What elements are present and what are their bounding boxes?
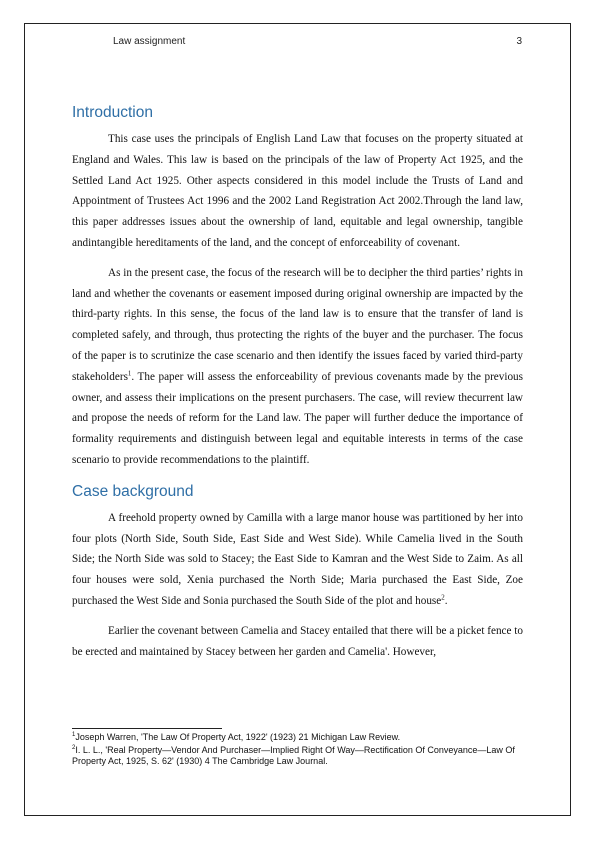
intro-paragraph-2 (72, 263, 523, 471)
footnote-separator (72, 728, 222, 729)
footnote-ref-2[interactable]: 2 (441, 593, 445, 602)
background-paragraph-1-text-a: A freehold property owned by Camilla with a large manor house was partitioned by her into four plots (North Side, South Side, East Side and West Side). While Camelia lived in the South Side; the North Side was sold to Stacey; the East Side to Kamran and the West Side to Zaim. As all four houses were sold, Xenia purchased the North Side; Maria purchased the East Side, Zoe purchased the West Side and Sonia purchased the South Side of the plot and house (72, 511, 523, 607)
header-title: Law assignment (113, 36, 186, 47)
document-body (72, 103, 523, 671)
footnotes (72, 728, 523, 769)
intro-paragraph-2-text-b: . The paper will assess the enforceability of previous covenants made by the previous owner, and assess their implications on the present purchasers. The case, will review thecurrent law and propose the needs of reform for the Land law. The paper will further deduce the importance of formality requirements and distinguish between legal and equitable interests in terms of the case scenario to provide recommendations to the plaintiff. (72, 370, 523, 466)
footnote-2-number: 2 (72, 744, 76, 751)
footnote-ref-1[interactable]: 1 (127, 369, 132, 378)
background-paragraph-1-text-b: . (444, 594, 448, 607)
intro-paragraph-1: This case uses the principals of English Land Law that focuses on the property situated at England and Wales. This law is based on the principals of the law of Property Act 1925, and the Settled Land Act 1925. Other aspects considered in this model include the Trusts of Land and Appointment of Trustees Act 1996 and the 2002 Land Registration Act 2002.Through the land law, this paper addresses issues about the ownership of land, equitable and legal ownership, tangible andintangible hereditaments of the land, and the concept of enforceability of covenant. (72, 133, 523, 249)
intro-paragraph-2-text-a: As in the present case, the focus of the research will be to decipher the third parties’ rights in land and whether the covenants or easement imposed during original ownership are impacted by the third-party rights. In this sense, the focus of the land law is to ensure that the transfer of land is completed safely, and through, thus protecting the rights of the buyer and the purchaser. The focus of the paper is to scrutinize the case scenario and then identify the issues faced by varied third-party stakeholders (72, 266, 523, 383)
page-header (113, 36, 522, 47)
heading-introduction: Introduction (72, 104, 153, 121)
background-paragraph-2: Earlier the covenant between Camelia and Stacey entailed that there will be a picket fence to be erected and maintained by Stacey between her garden and Camelia'. However, (72, 624, 523, 658)
background-paragraph-1 (72, 508, 523, 612)
page-number: 3 (516, 36, 522, 47)
footnote-2 (72, 745, 523, 768)
heading-case-background: Case background (72, 482, 194, 500)
footnote-1-text: Joseph Warren, 'The Law Of Property Act, 1922' (1923) 21 Michigan Law Review. (75, 732, 401, 742)
footnote-1 (72, 732, 523, 744)
footnote-1-number: 1 (72, 732, 76, 738)
footnote-2-text: I. L. L., 'Real Property—Vendor And Purchaser—Implied Right Of Way—Rectification Of Conveyance—Law Of Property Act, 1925, S. 62' (1930) 4 The Cambridge Law Journal. (72, 744, 515, 766)
